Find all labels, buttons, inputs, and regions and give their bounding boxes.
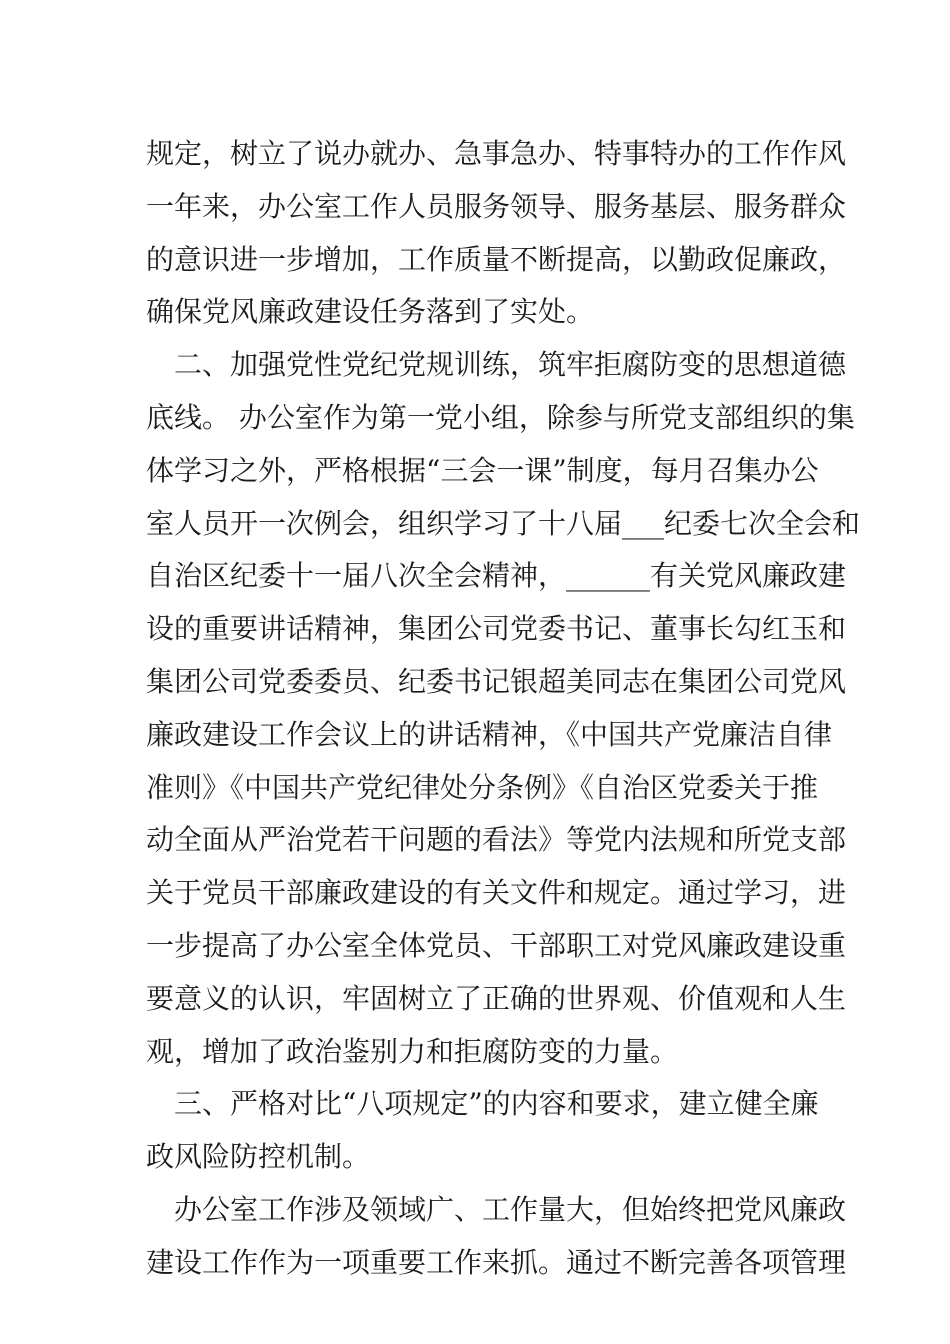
text-line: 一步提高了办公室全体党员、干部职工对党风廉政建设重 [146, 928, 847, 962]
text-line: 体学习之外，严格根据“三会一课”制度，每月召集办公 [146, 453, 819, 487]
text-line: 二、加强党性党纪党规训练，筑牢拒腐防变的思想道德 [146, 348, 847, 382]
text-line: 确保党风廉政建设任务落到了实处。 [146, 295, 595, 329]
text-line: 要意义的认识，牢固树立了正确的世界观、价值观和人生 [146, 981, 847, 1015]
text-line: 自治区纪委十一届八次全会精神，______有关党风廉政建 [146, 559, 847, 593]
text-line: 规定，树立了说办就办、急事急办、特事特办的工作作风 [146, 137, 847, 170]
text-line: 三、严格对比“八项规定”的内容和要求，建立健全廉 [146, 1087, 819, 1121]
body-text [146, 128, 861, 1290]
text-line: 办公室工作涉及领域广、工作量大，但始终把党风廉政 [146, 1192, 847, 1226]
text-line: 动全面从严治党若干问题的看法》等党内法规和所党支部 [146, 823, 847, 857]
text-line: 的意识进一步增加，工作质量不断提高，以勤政促廉政， [146, 242, 847, 276]
text-line: 集团公司党委委员、纪委书记银超美同志在集团公司党风 [146, 664, 847, 698]
text-line: 关于党员干部廉政建设的有关文件和规定。通过学习，进 [146, 876, 847, 910]
text-line: 室人员开一次例会，组织学习了十八届___纪委七次全会和 [146, 506, 861, 540]
text-line: 底线。 办公室作为第一党小组，除参与所党支部组织的集 [146, 400, 855, 434]
text-line: 准则》《中国共产党纪律处分条例》《自治区党委关于推 [146, 770, 819, 804]
text-line: 政风险防控机制。 [146, 1140, 371, 1174]
text-line: 设的重要讲话精神，集团公司党委书记、董事长勾红玉和 [146, 612, 847, 646]
text-line: 廉政建设工作会议上的讲话精神，《中国共产党廉洁自律 [146, 717, 833, 751]
text-line: 建设工作作为一项重要工作来抓。通过不断完善各项管理 [146, 1245, 847, 1279]
text-line: 一年来，办公室工作人员服务领导、服务基层、服务群众 [146, 189, 847, 223]
text-line: 观，增加了政治鉴别力和拒腐防变的力量。 [146, 1034, 679, 1068]
